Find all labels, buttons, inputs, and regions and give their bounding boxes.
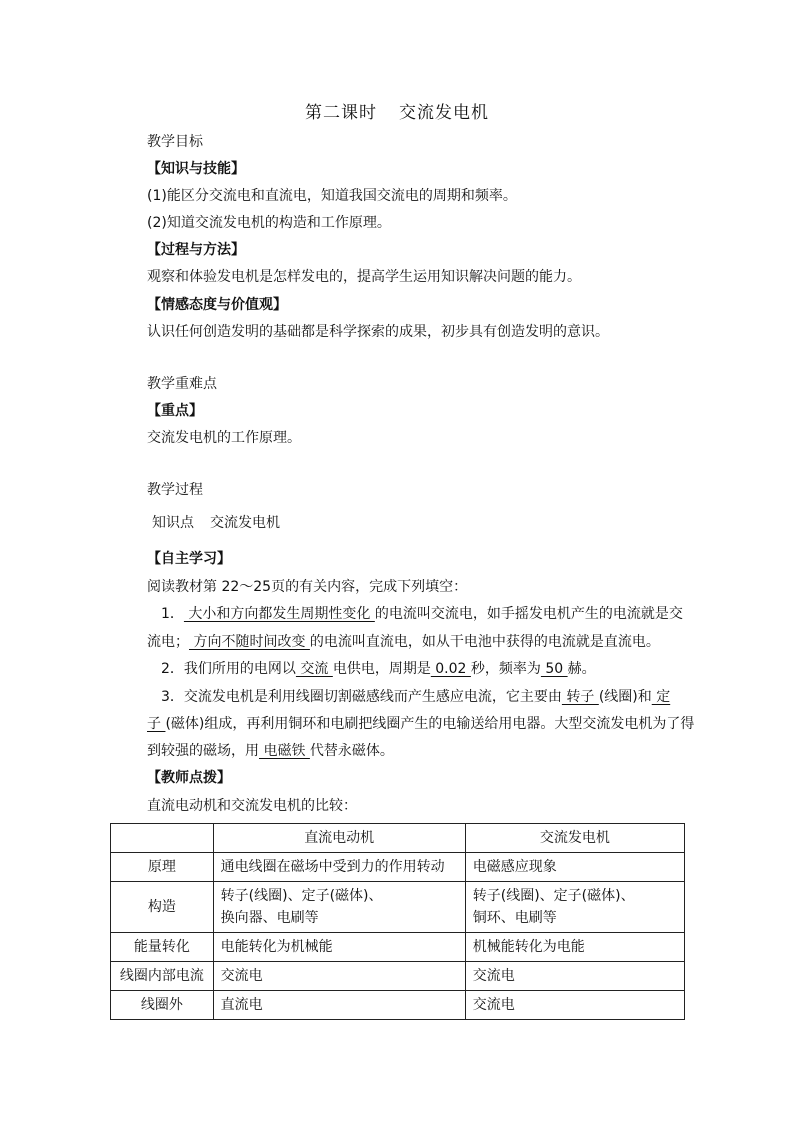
table-header-cell (111, 824, 214, 853)
reading-intro: 阅读教材第 22～25页的有关内容，完成下列填空： (147, 579, 468, 595)
fill-blank-5: 50 (540, 661, 568, 677)
compare-intro: 直流电动机和交流发电机的比较： (147, 798, 357, 814)
row-label: 线圈内部电流 (111, 962, 214, 991)
row-label: 线圈外 (111, 991, 214, 1020)
focus-text: 交流发电机的工作原理。 (147, 430, 301, 446)
knowledge-point-line (152, 513, 280, 533)
key-points-heading: 教学重难点 (147, 376, 217, 392)
fill-blank-6: 转子 (561, 689, 599, 705)
fill-blank-7a: 定 (651, 689, 671, 705)
knowledge-heading: 【知识与技能】 (147, 161, 245, 177)
table-header-cell: 交流发电机 (465, 824, 684, 853)
focus-heading: 【重点】 (147, 403, 203, 419)
comparison-table (110, 823, 685, 1020)
question-3-line-1: 3．交流发电机是利用线圈切割磁感线而产生感应电流，它主要由 转子 (线圈)和 定 (161, 689, 671, 705)
fill-blank-7b: 子 (147, 716, 166, 732)
emotion-heading: 【情感态度与价值观】 (147, 297, 287, 313)
process-method-heading: 【过程与方法】 (147, 242, 245, 258)
table-row (111, 962, 685, 991)
dc-cell: 电能转化为机械能 (213, 933, 465, 962)
knowledge-item-1: (1)能区分交流电和直流电，知道我国交流电的周期和频率。 (147, 188, 517, 204)
ac-cell: 电磁感应现象 (465, 853, 684, 882)
ac-cell: 转子(线圈)、定子(磁体)、 铜环、电刷等 (465, 882, 684, 933)
row-label: 原理 (111, 853, 214, 882)
table-row (111, 853, 685, 882)
ac-cell: 机械能转化为电能 (465, 933, 684, 962)
dc-cell: 直流电 (213, 991, 465, 1020)
fill-blank-8: 电磁铁 (259, 743, 310, 759)
question-1-line-1: 1． 大小和方向都发生周期性变化 的电流叫交流电，如手摇发电机产生的电流就是交 (161, 606, 683, 622)
table-header-cell: 直流电动机 (213, 824, 465, 853)
title-main: 第二课时 (305, 103, 377, 123)
emotion-text: 认识任何创造发明的基础都是科学探索的成果，初步具有创造发明的意识。 (147, 324, 609, 340)
fill-blank-3: 交流 (295, 661, 333, 677)
ac-cell: 交流电 (465, 962, 684, 991)
knowledge-point-name: 交流发电机 (210, 515, 280, 531)
knowledge-item-2: (2)知道交流发电机的构造和工作原理。 (147, 215, 391, 231)
knowledge-point-label: 知识点 (152, 515, 194, 531)
question-1-line-2: 流电； 方向不随时间改变 的电流叫直流电，如从干电池中获得的电流就是直流电。 (147, 634, 660, 650)
title-sub: 交流发电机 (399, 103, 489, 123)
fill-blank-1: 大小和方向都发生周期性变化 (183, 606, 375, 622)
dc-cell: 通电线圈在磁场中受到力的作用转动 (213, 853, 465, 882)
objectives-heading: 教学目标 (147, 134, 203, 150)
table-row (111, 991, 685, 1020)
table-row (111, 933, 685, 962)
table-row (111, 882, 685, 933)
ac-cell: 交流电 (465, 991, 684, 1020)
teaching-process-heading: 教学过程 (147, 482, 203, 498)
fill-blank-4: 0.02 (430, 661, 471, 677)
question-2-line: 2．我们所用的电网以 交流 电供电，周期是 0.02 秒，频率为 50 赫。 (161, 661, 596, 677)
row-label: 构造 (111, 882, 214, 933)
table-header-row (111, 824, 685, 853)
question-3-line-2: 子 (磁体)组成，再利用铜环和电刷把线圈产生的电输送给用电器。大型交流发电机为了得 (147, 716, 695, 732)
teacher-tips-heading: 【教师点拨】 (147, 770, 231, 786)
dc-cell: 转子(线圈)、定子(磁体)、 换向器、电刷等 (213, 882, 465, 933)
self-study-heading: 【自主学习】 (147, 551, 231, 567)
question-3-line-3: 到较强的磁场，用 电磁铁 代替永磁体。 (147, 743, 394, 759)
process-method-text: 观察和体验发电机是怎样发电的，提高学生运用知识解决问题的能力。 (147, 269, 581, 285)
row-label: 能量转化 (111, 933, 214, 962)
fill-blank-2: 方向不随时间改变 (189, 634, 310, 650)
dc-cell: 交流电 (213, 962, 465, 991)
page-title (0, 98, 794, 123)
